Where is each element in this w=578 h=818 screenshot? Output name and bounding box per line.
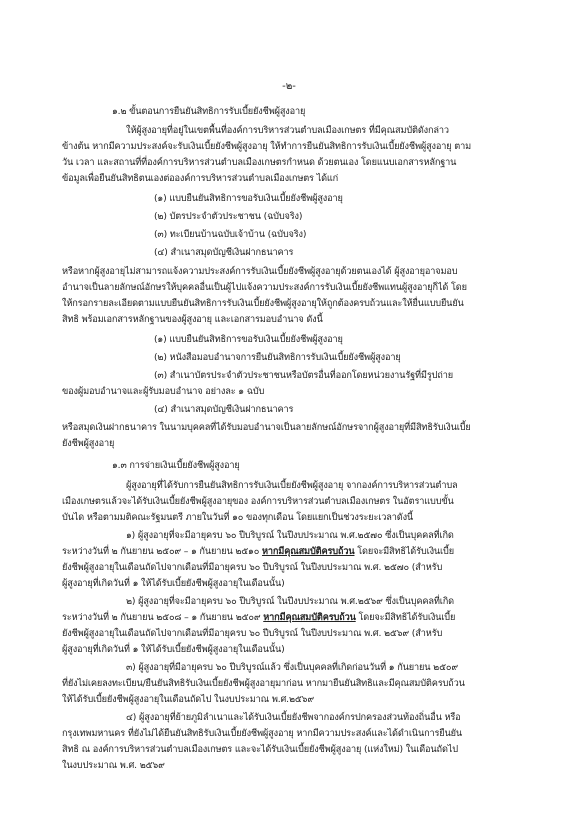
text-line: ให้ได้รับเบี้ยยังชีพผู้สูงอายุในเดือนถัดไป ในงบประมาณ พ.ศ.๒๕๖๙ — [62, 694, 314, 705]
eligibility-text: โดยจะมีสิทธิได้รับเงินเบี้ย — [358, 612, 456, 623]
text-line: ๑) ผู้สูงอายุที่จะมีอายุครบ ๖๐ ปีบริบูรณ์ ในปีงบประมาณ พ.ศ.๒๕๗๐ ซึ่งเป็นบุคคลที่เกิด — [126, 530, 454, 541]
list-item: (๒) หนังสือมอบอำนาจการยืนยันสิทธิการรับเงินเบี้ยยังชีพผู้สูงอายุ — [154, 352, 401, 363]
text-line: ยังชีพผู้สูงอายุในเดือนถัดไปจากเดือนที่มีอายุครบ ๖๐ ปีบริบูรณ์ ในปีงบประมาณ พ.ศ. ๒๕๖๙ (สำหรับ — [62, 628, 443, 639]
list-item: (๑) แบบยืนยันสิทธิการขอรับเงินเบี้ยยังชีพผู้สูงอายุ — [154, 334, 343, 345]
text-line: ๔) ผู้สูงอายุที่ย้ายภูมิลำเนาและได้รับเงินเบี้ยยังชีพจากองค์กรปกครองส่วนท้องถิ่นอื่น หรือ — [126, 712, 461, 723]
text-line: บันได หรือตามมติคณะรัฐมนตรี ภายในวันที่ ๑๐ ของทุกเดือน โดยแยกเป็นช่วงระยะเวลาดังนี้ — [62, 512, 414, 523]
text-line: ๒) ผู้สูงอายุที่จะมีอายุครบ ๖๐ ปีบริบูรณ์ ในปีงบประมาณ พ.ศ.๒๕๖๙ ซึ่งเป็นบุคคลที่เกิด — [126, 596, 454, 607]
list-item: (๔) สำเนาสมุดบัญชีเงินฝากธนาคาร — [154, 247, 294, 258]
date-range: ระหว่างวันที่ ๒ กันยายน ๒๕๐๙ – ๑ กันยายน ๒๕๑๐ — [62, 546, 260, 557]
eligibility-text: โดยจะมีสิทธิได้รับเงินเบี้ย — [357, 546, 454, 557]
text-line: กรุงเทพมหานคร ที่ยังไม่ได้ยืนยันสิทธิรับเงินเบี้ยยังชีพผู้สูงอายุ หากมีความประสงค์และได้ดำเนินการยืนยัน — [62, 728, 463, 739]
text-line: ผู้สูงอายุที่ได้รับการยืนยันสิทธิการรับเงินเบี้ยยังชีพผู้สูงอายุ จากองค์การบริหารส่วนตำบล — [126, 480, 458, 491]
text-line: ให้ผู้สูงอายุที่อยู่ในเขตพื้นที่องค์การบริหารส่วนตำบลเมืองเกษตร ที่มีคุณสมบัติดังกล่าว — [126, 125, 449, 136]
page-number: -๒- — [282, 81, 296, 92]
list-item: (๓) ทะเบียนบ้านฉบับเจ้าบ้าน (ฉบับจริง) — [154, 229, 307, 240]
text-line: ผู้สูงอายุที่เกิดวันที่ ๑ ให้ได้รับเบี้ยยังชีพผู้สูงอายุในเดือนนั้น) — [62, 644, 285, 655]
text-line: วัน เวลา และสถานที่ที่องค์การบริหารส่วนตำบลเมืองเกษตรกำหนด ด้วยตนเอง โดยแนบเอกสารหลักฐาน — [62, 157, 457, 168]
text-line — [62, 612, 455, 624]
text-line: เมืองเกษตรแล้วจะได้รับเงินเบี้ยยังชีพผู้สูงอายุของ องค์การบริหารส่วนตำบลเมืองเกษตร ในอัตราแบบขั้น — [62, 496, 454, 507]
section-heading-1-3: ๑.๓ การจ่ายเงินเบี้ยยังชีพผู้สูงอายุ — [112, 460, 240, 471]
list-item: (๑) แบบยืนยันสิทธิการขอรับเงินเบี้ยยังชีพผู้สูงอายุ — [154, 193, 343, 204]
text-line — [62, 546, 454, 558]
list-item: (๔) สำเนาสมุดบัญชีเงินฝากธนาคาร — [154, 404, 294, 415]
text-line: ของผู้มอบอำนาจและผู้รับมอบอำนาจ อย่างละ ๑ ฉบับ — [62, 386, 265, 397]
text-line: ในงบประมาณ พ.ศ. ๒๕๖๙ — [62, 760, 165, 771]
text-line: ยังชีพผู้สูงอายุในเดือนถัดไปจากเดือนที่มีอายุครบ ๖๐ ปีบริบูรณ์ ในปีงบประมาณ พ.ศ. ๒๕๗๐ (สำหรับ — [62, 562, 443, 573]
text-line: ยังชีพผู้สูงอายุ — [62, 438, 115, 449]
text-line: ข้อมูลเพื่อยืนยันสิทธิตนเองต่อองค์การบริหารส่วนตำบลเมืองเกษตร ได้แก่ — [62, 173, 339, 184]
list-item: (๓) สำเนาบัตรประจำตัวประชาชนหรือบัตรอื่นที่ออกโดยหน่วยงานรัฐที่มีรูปถ่าย — [154, 370, 453, 381]
text-line: ให้กรอกรายละเอียดตามแบบยืนยันสิทธิการรับเงินเบี้ยยังชีพผู้สูงอายุให้ถูกต้องครบถ้วนและให้ยื่นแบบยืนยัน — [62, 298, 464, 309]
list-item: (๒) บัตรประจำตัวประชาชน (ฉบับจริง) — [154, 211, 303, 222]
section-heading-1-2: ๑.๒ ขั้นตอนการยืนยันสิทธิการรับเบี้ยยังชีพผู้สูงอายุ — [112, 106, 306, 117]
text-line: อำนาจเป็นลายลักษณ์อักษรให้บุคคลอื่นเป็นผู้ไปแจ้งความประสงค์การรับเงินเบี้ยยังชีพแทนผู้สูงอายุก็ได้ โดย — [62, 282, 467, 293]
qualification-note: หากมีคุณสมบัติครบถ้วน — [261, 546, 355, 557]
text-line: หรือสมุดเงินฝากธนาคาร ในนามบุคคลที่ได้รับมอบอำนาจเป็นลายลักษณ์อักษรจากผู้สูงอายุที่มีสิทธิรับเงินเบี้ย — [62, 422, 471, 433]
text-line: หรือหากผู้สูงอายุไม่สามารถแจ้งความประสงค์การรับเงินเบี้ยยังชีพผู้สูงอายุด้วยตนเองได้ ผู้สูงอายุอาจมอบ — [62, 266, 458, 277]
text-line: สิทธิ พร้อมเอกสารหลักฐานของผู้สูงอายุ และเอกสารมอบอำนาจ ดังนี้ — [62, 314, 323, 325]
qualification-note: หากมีคุณสมบัติครบถ้วน — [263, 612, 356, 623]
date-range: ระหว่างวันที่ ๒ กันยายน ๒๕๐๘ – ๑ กันยายน ๒๕๐๙ — [62, 612, 261, 623]
text-line: ข้างต้น หากมีความประสงค์จะรับเงินเบี้ยยังชีพผู้สูงอายุ ให้ทำการยืนยันสิทธิการรับเงินเบี้ยยังชีพผู้สูงอายุ ตาม — [62, 141, 472, 152]
text-line: ผู้สูงอายุที่เกิดวันที่ ๑ ให้ได้รับเบี้ยยังชีพผู้สูงอายุในเดือนนั้น) — [62, 578, 285, 589]
text-line: ที่ยังไม่เคยลงทะเบียน/ยืนยันสิทธิรับเงินเบี้ยยังชีพผู้สูงอายุมาก่อน หากมายืนยันสิทธิและมีคุณสมบัติครบถ้วน — [62, 678, 465, 689]
text-line: ๓) ผู้สูงอายุที่มีอายุครบ ๖๐ ปีบริบูรณ์แล้ว ซึ่งเป็นบุคคลที่เกิดก่อนวันที่ ๑ กันยายน ๒๕๐๙ — [126, 662, 458, 673]
text-line: สิทธิ ณ องค์การบริหารส่วนตำบลเมืองเกษตร และจะได้รับเงินเบี้ยยังชีพผู้สูงอายุ (แห่งใหม่) ในเดือนถัดไป — [62, 744, 458, 755]
